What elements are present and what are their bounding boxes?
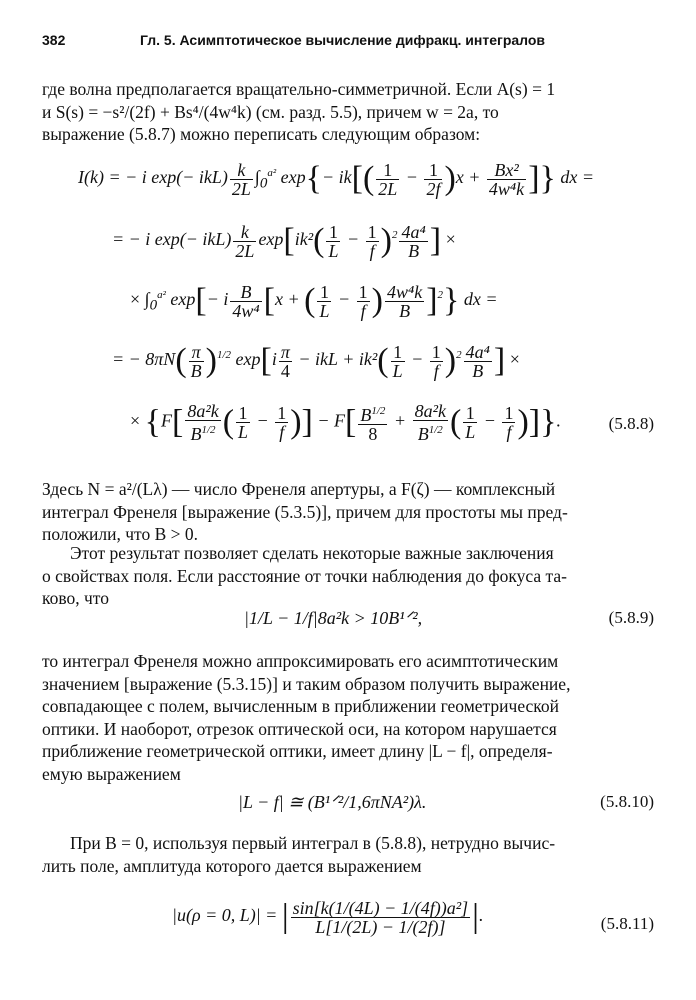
text-line: совпадающее с полем, вычисленным в приближении геометрической [42, 696, 560, 716]
equation-5-8-11: |u(ρ = 0, L)| = | $\frac{\text{sin[k(1/(4L) − 1/(4f))a²]}}{L[1/(2L) - 1/(2f)]}$ |. [172, 897, 484, 937]
text-line: При B = 0, используя первый интеграл в (5.8.8), нетрудно вычис- [70, 833, 556, 853]
page-number: 382 [42, 32, 66, 48]
text-line: и S(s) = −s²/(2f) + Bs⁴/(4w⁴k) (см. разд. 5.5), причем w = 2a, то [42, 101, 499, 122]
equation-5-8-8-line-3: × $\int_0^{a^2}$ exp[− i $\frac{B}{\text{4w⁴}}$ [x + ( $\frac{1}{L}$ − $\frac{1}{f}$ ) $\frac{\text{4w⁴k}}{B}$ ]$^2$} dx = [130, 281, 498, 321]
text-line: интеграл Френеля [выражение (5.3.5)], причем для простоты мы пред- [42, 501, 568, 522]
text-line: выражение (5.8.7) можно переписать следующим образом: [42, 124, 481, 144]
equation-5-8-8-line-1: I(k) = − i exp(− ikL) $\frac{k}{2L}$ $\int_0^{a^2}$ exp{− ik[( $\frac{1}{2L}$ − $\frac{1}{2f}$ )x + $\frac{\text{Bx²}}{\text{4w⁴k}}$ ]} dx = [78, 159, 594, 199]
paragraph-fresnel [42, 478, 654, 546]
paragraph-b-zero [42, 832, 654, 877]
text-line: оптики. И наоборот, отрезок оптической оси, на котором нарушается [42, 718, 557, 739]
page-header [42, 32, 654, 54]
text-line: приближение геометрической оптики, имеет длину |L − f|, определя- [42, 741, 553, 761]
equation-number: (5.8.11) [600, 914, 654, 933]
paragraph-result [42, 542, 654, 610]
equation-5-8-8-line-2: = − i exp(− ikL) $\frac{k}{2L}$ exp[ik²( $\frac{1}{L}$ − $\frac{1}{f}$ )$^2$ $\frac{\text{4a⁴}}{B}$ ] × [112, 221, 456, 261]
equation-5-8-8-line-5: × {F[ $\frac{\text{8a²k}}{B^{1/2}}$ ( $\frac{1}{L}$ − $\frac{1}{f}$ )] − F[ $\frac{B^{1/2}}{8}$ + $\frac{\text{8a²k}}{B^{1/2}}$ ( $\frac{1}{L}$ − $\frac{1}{f}$ )]}. [130, 401, 561, 444]
text-line: где волна предполагается вращательно-симметричной. Если A(s) = 1 [42, 79, 556, 99]
equation-5-8-10: |L − f| ≅ (B¹ᐟ²/1,6πNA²)λ. [238, 792, 427, 812]
equation-number: (5.8.10) [600, 792, 654, 811]
text-line: о свойствах поля. Если расстояние от точки наблюдения до фокуса та- [42, 565, 567, 586]
equation-5-8-8-line-4: = − 8πN( $\frac{\pi}{B}$ )$^{1/2}$ exp[i $\frac{\pi}{4}$ − ikL + ik²( $\frac{1}{L}$ − $\frac{1}{f}$ )$^2$ $\frac{\text{4a⁴}}{B}$ ] × [112, 341, 520, 381]
text-line: Этот результат позволяет сделать некоторые важные заключения [70, 543, 554, 563]
text-line: положили, что B > 0. [42, 524, 198, 544]
equation-number: (5.8.8) [608, 414, 654, 433]
text-line: Здесь N = a²/(Lλ) — число Френеля апертуры, а F(ζ) — комплексный [42, 479, 556, 499]
running-title: Гл. 5. Асимптотическое вычисление дифракц. интегралов [140, 32, 546, 48]
paragraph-asymptotic [42, 650, 654, 785]
text-line: емую выражением [42, 763, 181, 784]
text-line: значением [выражение (5.3.15)] и таким образом получить выражение, [42, 673, 571, 694]
text-line: то интеграл Френеля можно аппроксимировать его асимптотическим [42, 651, 559, 671]
text-line: ково, что [42, 588, 109, 608]
equation-number: (5.8.9) [608, 608, 654, 627]
intro-paragraph [42, 78, 654, 146]
text-line: лить поле, амплитуда которого дается выражением [42, 855, 422, 876]
equation-5-8-9: |1/L − 1/f|8a²k > 10B¹ᐟ², [244, 608, 423, 628]
